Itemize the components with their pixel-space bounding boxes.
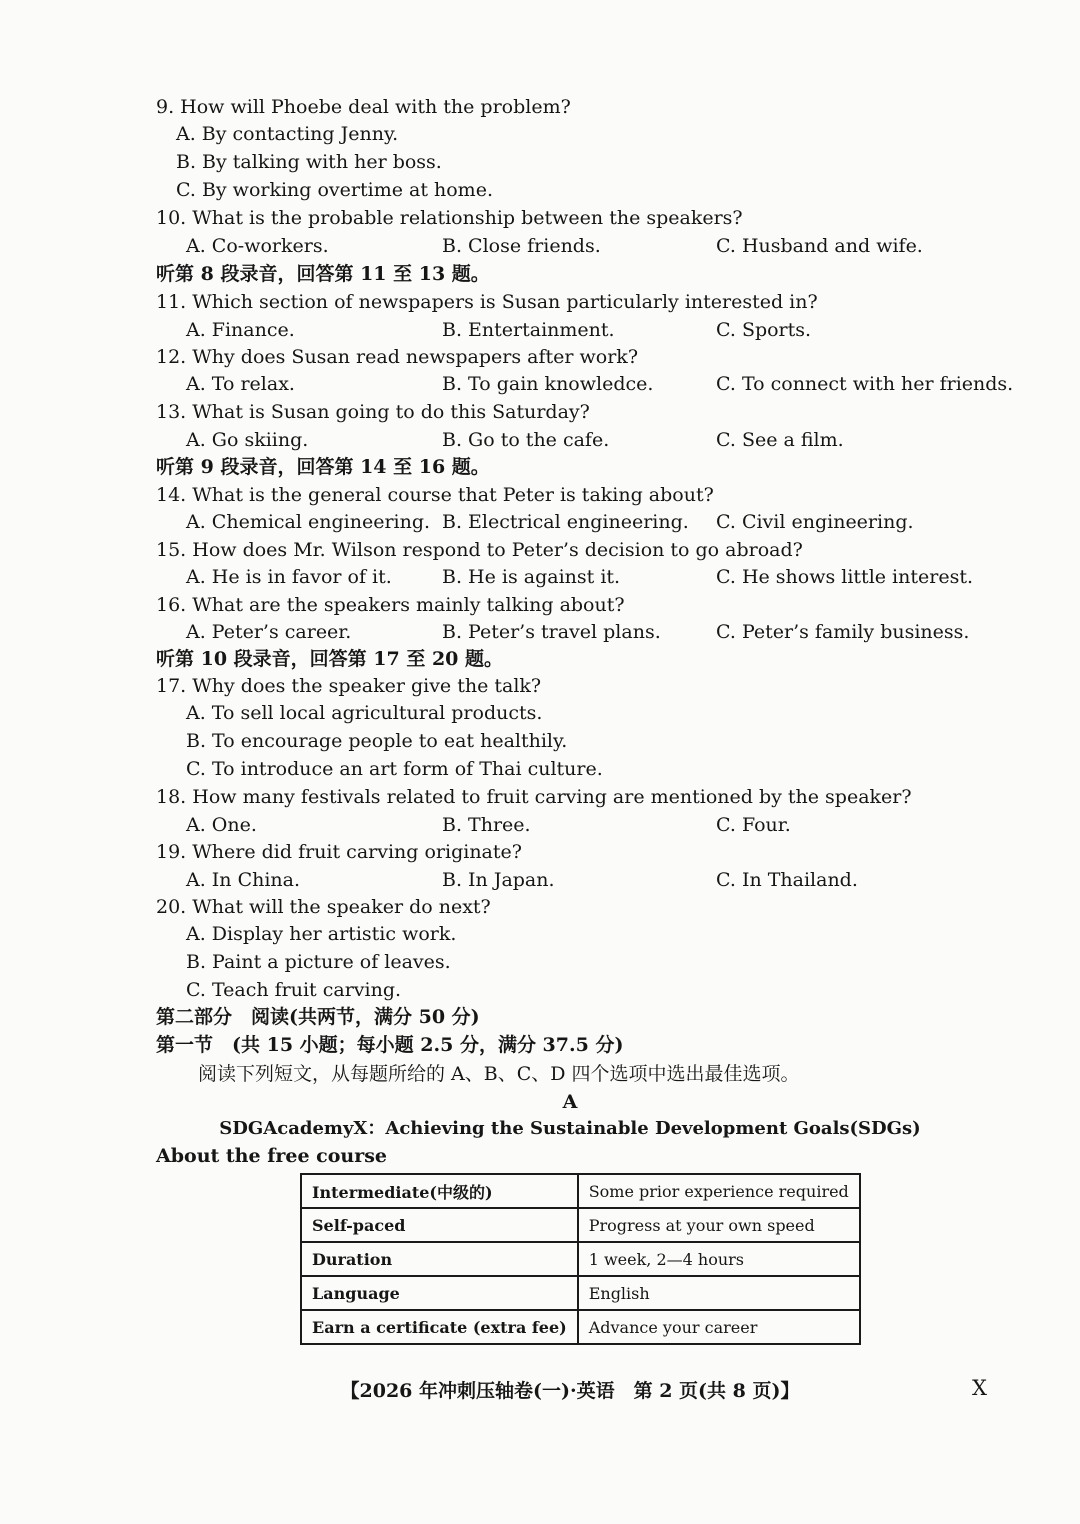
question-18-stem: 18. How many festivals related to fruit carving are mentioned by the speaker? bbox=[156, 786, 912, 808]
question-18-option-a: A. One. bbox=[186, 814, 257, 836]
question-11-option-b: B. Entertainment. bbox=[442, 319, 615, 341]
table-row bbox=[301, 1208, 860, 1242]
question-15-option-c: C. He shows little interest. bbox=[716, 566, 974, 588]
page-footer: 【2026 年冲刺压轴卷(一)·英语 第 2 页(共 8 页)】 bbox=[340, 1380, 800, 1402]
question-13-option-c: C. See a film. bbox=[716, 429, 844, 451]
question-17-option-a: A. To sell local agricultural products. bbox=[186, 702, 543, 724]
question-18-option-b: B. Three. bbox=[442, 814, 531, 836]
question-12-option-b: B. To gain knowledce. bbox=[442, 373, 654, 395]
question-18-option-c: C. Four. bbox=[716, 814, 791, 836]
question-16-option-c: C. Peter’s family business. bbox=[716, 621, 970, 643]
question-9-option-c: C. By working overtime at home. bbox=[176, 179, 493, 201]
question-13-option-b: B. Go to the cafe. bbox=[442, 429, 610, 451]
question-10-option-c: C. Husband and wife. bbox=[716, 235, 923, 257]
section-8-heading: 听第 8 段录音，回答第 11 至 13 题。 bbox=[156, 263, 490, 285]
question-14-option-b: B. Electrical engineering. bbox=[442, 511, 689, 533]
question-19-option-a: A. In China. bbox=[186, 869, 301, 891]
table-value: Some prior experience required bbox=[578, 1174, 860, 1208]
question-19-stem: 19. Where did fruit carving originate? bbox=[156, 841, 522, 863]
table-value: English bbox=[578, 1276, 860, 1310]
question-12-option-a: A. To relax. bbox=[186, 373, 295, 395]
question-11-option-a: A. Finance. bbox=[186, 319, 295, 341]
passage-title: SDGAcademyX：Achieving the Sustainable Development Goals(SDGs) bbox=[219, 1118, 921, 1139]
table-row bbox=[301, 1242, 860, 1276]
question-10-option-b: B. Close friends. bbox=[442, 235, 601, 257]
table-value: Advance your career bbox=[578, 1310, 860, 1344]
question-11-option-c: C. Sports. bbox=[716, 319, 812, 341]
table-key: Language bbox=[301, 1276, 578, 1310]
section-1-title: 第一节 (共 15 小题；每小题 2.5 分，满分 37.5 分) bbox=[156, 1034, 624, 1056]
reading-instruction: 阅读下列短文，从每题所给的 A、B、C、D 四个选项中选出最佳选项。 bbox=[198, 1063, 800, 1085]
section-9-heading: 听第 9 段录音，回答第 14 至 16 题。 bbox=[156, 456, 490, 478]
table-row bbox=[301, 1310, 860, 1344]
question-15-stem: 15. How does Mr. Wilson respond to Peter’s decision to go abroad? bbox=[156, 539, 803, 561]
question-9-stem: 9. How will Phoebe deal with the problem? bbox=[156, 96, 571, 118]
question-12-option-c: C. To connect with her friends. bbox=[716, 373, 1014, 395]
passage-letter: A bbox=[562, 1091, 578, 1113]
table-key: Intermediate(中级的) bbox=[301, 1174, 578, 1208]
question-15-option-a: A. He is in favor of it. bbox=[186, 566, 392, 588]
question-13-stem: 13. What is Susan going to do this Saturday? bbox=[156, 401, 590, 423]
table-key: Earn a certificate (extra fee) bbox=[301, 1310, 578, 1344]
question-16-option-b: B. Peter’s travel plans. bbox=[442, 621, 661, 643]
page-corner-mark: X bbox=[972, 1376, 987, 1400]
table-value: 1 week, 2—4 hours bbox=[578, 1242, 860, 1276]
about-course-heading: About the free course bbox=[156, 1145, 388, 1167]
question-10-option-a: A. Co-workers. bbox=[186, 235, 329, 257]
question-16-option-a: A. Peter’s career. bbox=[186, 621, 352, 643]
question-14-stem: 14. What is the general course that Peter is taking about? bbox=[156, 484, 714, 506]
question-9-option-a: A. By contacting Jenny. bbox=[176, 123, 399, 145]
question-14-option-a: A. Chemical engineering. bbox=[186, 511, 431, 533]
question-14-option-c: C. Civil engineering. bbox=[716, 511, 914, 533]
table-key: Self-paced bbox=[301, 1208, 578, 1242]
table-row bbox=[301, 1174, 860, 1208]
table-value: Progress at your own speed bbox=[578, 1208, 860, 1242]
course-info-table bbox=[300, 1173, 861, 1345]
section-10-heading: 听第 10 段录音，回答第 17 至 20 题。 bbox=[156, 648, 504, 670]
question-19-option-c: C. In Thailand. bbox=[716, 869, 858, 891]
question-10-stem: 10. What is the probable relationship between the speakers? bbox=[156, 207, 743, 229]
question-15-option-b: B. He is against it. bbox=[442, 566, 621, 588]
question-9-option-b: B. By talking with her boss. bbox=[176, 151, 442, 173]
question-20-option-c: C. Teach fruit carving. bbox=[186, 979, 402, 1001]
question-17-stem: 17. Why does the speaker give the talk? bbox=[156, 675, 542, 697]
question-13-option-a: A. Go skiing. bbox=[186, 429, 309, 451]
question-12-stem: 12. Why does Susan read newspapers after work? bbox=[156, 346, 639, 368]
question-17-option-c: C. To introduce an art form of Thai culture. bbox=[186, 758, 603, 780]
question-20-option-a: A. Display her artistic work. bbox=[186, 923, 457, 945]
table-row bbox=[301, 1276, 860, 1310]
table-key: Duration bbox=[301, 1242, 578, 1276]
question-20-stem: 20. What will the speaker do next? bbox=[156, 896, 491, 918]
question-17-option-b: B. To encourage people to eat healthily. bbox=[186, 730, 568, 752]
question-11-stem: 11. Which section of newspapers is Susan particularly interested in? bbox=[156, 291, 818, 313]
part-2-title: 第二部分 阅读(共两节，满分 50 分) bbox=[156, 1006, 480, 1028]
question-20-option-b: B. Paint a picture of leaves. bbox=[186, 951, 451, 973]
question-19-option-b: B. In Japan. bbox=[442, 869, 555, 891]
question-16-stem: 16. What are the speakers mainly talking about? bbox=[156, 594, 625, 616]
